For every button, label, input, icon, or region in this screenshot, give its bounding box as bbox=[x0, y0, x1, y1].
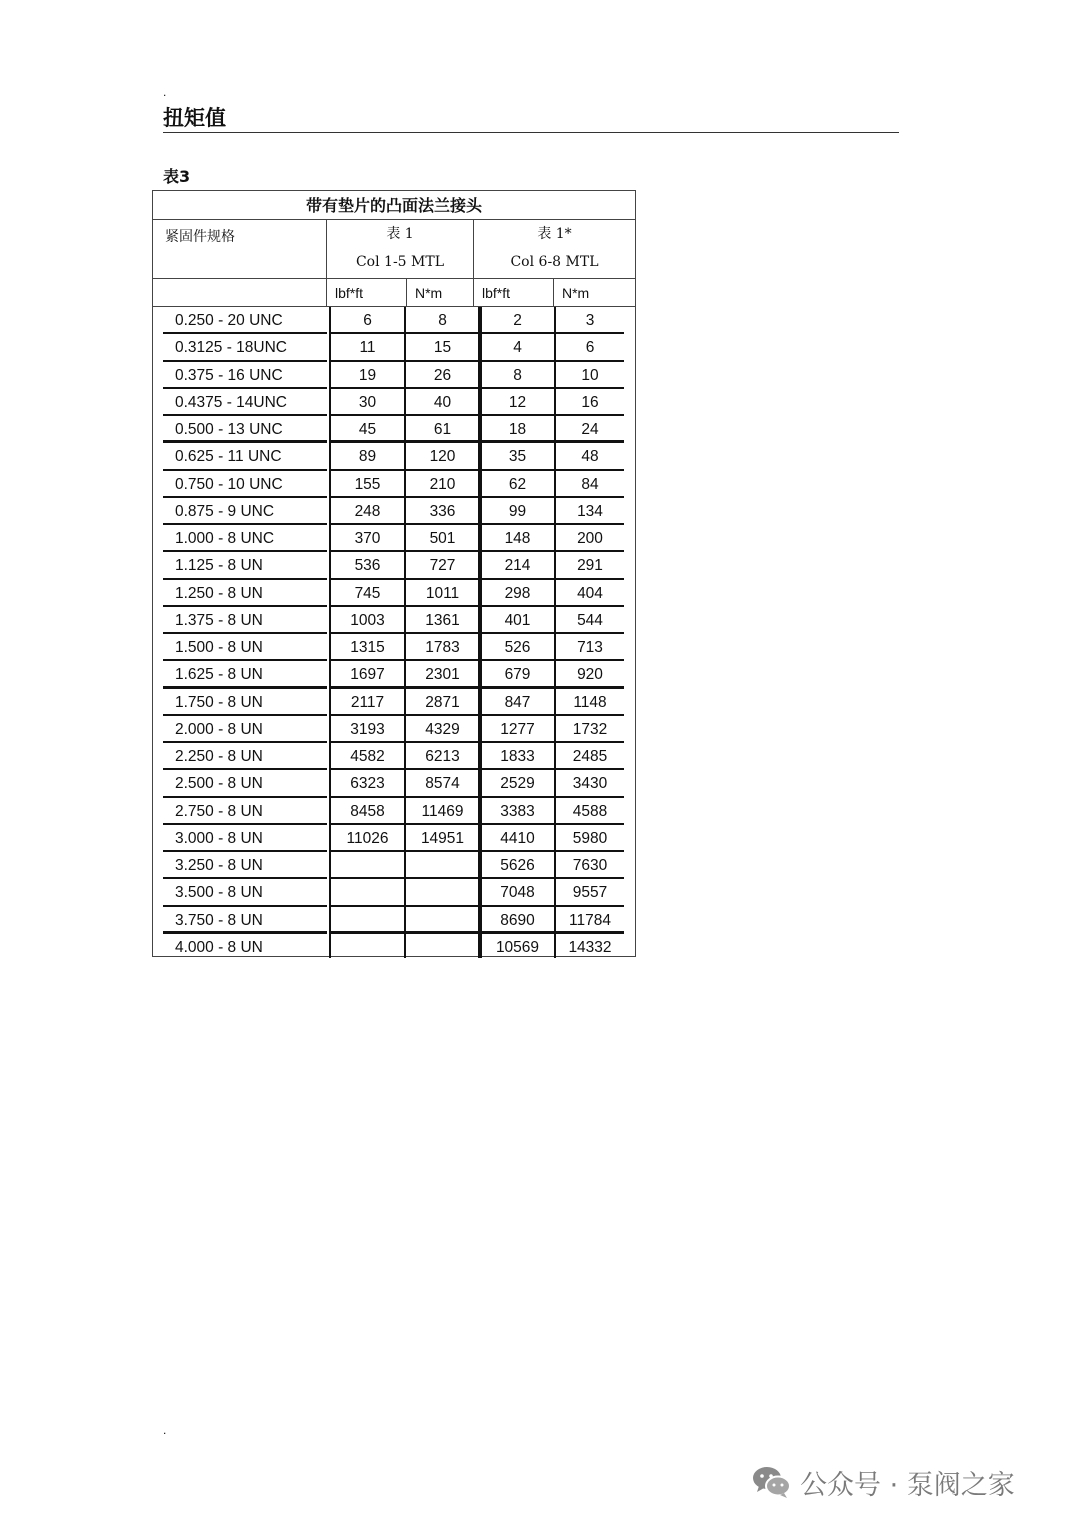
column-divider bbox=[329, 307, 331, 958]
col1-lbfft-cell bbox=[331, 907, 404, 934]
col1-lbfft-cell bbox=[331, 879, 404, 906]
col1-nm-cell bbox=[406, 907, 479, 934]
fastener-spec-cell: 0.375 - 16 UNC bbox=[163, 362, 327, 389]
table-row bbox=[153, 934, 635, 961]
col2-nm-cell: 7630 bbox=[556, 852, 624, 879]
page-heading: 扭矩值 bbox=[163, 104, 899, 133]
col1-nm-cell: 40 bbox=[406, 389, 479, 416]
col1-nm-cell: 26 bbox=[406, 362, 479, 389]
col2-nm-cell: 1148 bbox=[556, 689, 624, 716]
units-row bbox=[153, 278, 635, 307]
col1-lbfft-cell: 4582 bbox=[331, 743, 404, 770]
col1-lbfft-cell: 6 bbox=[331, 307, 404, 334]
col1-lbfft-cell: 89 bbox=[331, 443, 404, 470]
table-row bbox=[153, 689, 635, 716]
col2-nm-cell: 920 bbox=[556, 661, 624, 688]
col2-nm-cell: 291 bbox=[556, 552, 624, 579]
table-row bbox=[153, 552, 635, 579]
col1-nm-cell: 2301 bbox=[406, 661, 479, 688]
col2-nm-cell: 4588 bbox=[556, 798, 624, 825]
col2-nm-cell: 84 bbox=[556, 471, 624, 498]
col1-lbfft-cell: 536 bbox=[331, 552, 404, 579]
table-row bbox=[153, 716, 635, 743]
col2-nm-cell: 404 bbox=[556, 580, 624, 607]
group1-subtitle: Col 1-5 MTL bbox=[355, 254, 445, 270]
table-row bbox=[153, 389, 635, 416]
table-row bbox=[153, 525, 635, 552]
col1-nm-cell: 1361 bbox=[406, 607, 479, 634]
fastener-spec-cell: 3.250 - 8 UN bbox=[163, 852, 327, 879]
col1-nm-cell: 14951 bbox=[406, 825, 479, 852]
col2-lbfft-cell: 526 bbox=[481, 634, 554, 661]
fastener-spec-cell: 1.000 - 8 UNC bbox=[163, 525, 327, 552]
col1-nm-cell: 6213 bbox=[406, 743, 479, 770]
table-row bbox=[153, 307, 635, 334]
col2-lbfft-cell: 12 bbox=[481, 389, 554, 416]
column-divider bbox=[404, 307, 406, 958]
fastener-spec-cell: 2.750 - 8 UN bbox=[163, 798, 327, 825]
table-row bbox=[153, 416, 635, 443]
unit-nm-2: N*m bbox=[562, 285, 590, 301]
col1-nm-cell: 336 bbox=[406, 498, 479, 525]
col1-lbfft-cell: 155 bbox=[331, 471, 404, 498]
col2-nm-cell: 200 bbox=[556, 525, 624, 552]
col1-nm-cell bbox=[406, 879, 479, 906]
col1-lbfft-cell: 8458 bbox=[331, 798, 404, 825]
col2-nm-cell: 1732 bbox=[556, 716, 624, 743]
group1-header bbox=[327, 220, 474, 278]
group2-subtitle: Col 6-8 MTL bbox=[510, 254, 599, 270]
col1-nm-cell: 61 bbox=[406, 416, 479, 443]
col1-nm-cell bbox=[406, 852, 479, 879]
table-row bbox=[153, 443, 635, 470]
watermark-text: 公众号 · 泵阀之家 bbox=[800, 1469, 1015, 1501]
fastener-spec-cell: 2.000 - 8 UN bbox=[163, 716, 327, 743]
torque-table bbox=[152, 190, 636, 957]
col1-nm-cell: 15 bbox=[406, 334, 479, 361]
col2-lbfft-cell: 3383 bbox=[481, 798, 554, 825]
col1-lbfft-cell: 11 bbox=[331, 334, 404, 361]
table-row bbox=[153, 661, 635, 688]
table-row bbox=[153, 743, 635, 770]
table-row bbox=[153, 634, 635, 661]
top-dot: . bbox=[163, 85, 167, 99]
col1-lbfft-cell: 1697 bbox=[331, 661, 404, 688]
fastener-spec-cell: 2.500 - 8 UN bbox=[163, 770, 327, 797]
col1-lbfft-cell: 6323 bbox=[331, 770, 404, 797]
table-row bbox=[153, 334, 635, 361]
fastener-spec-cell: 4.000 - 8 UN bbox=[175, 938, 263, 956]
col1-nm-cell: 501 bbox=[406, 525, 479, 552]
column-divider bbox=[554, 307, 556, 958]
table-row bbox=[153, 825, 635, 852]
col2-lbfft-cell: 18 bbox=[481, 416, 554, 443]
col2-lbfft-cell: 7048 bbox=[481, 879, 554, 906]
col1-lbfft-cell bbox=[331, 852, 404, 879]
col2-nm-cell: 9557 bbox=[556, 879, 624, 906]
col1-nm-cell: 1011 bbox=[406, 580, 479, 607]
col1-lbfft-cell: 2117 bbox=[331, 689, 404, 716]
bottom-dot: . bbox=[163, 1423, 167, 1437]
group1-title: 表 1 bbox=[386, 226, 414, 242]
col2-nm-cell: 134 bbox=[556, 498, 624, 525]
fastener-spec-cell: 1.625 - 8 UN bbox=[163, 661, 327, 688]
col2-lbfft-cell: 2 bbox=[481, 307, 554, 334]
col2-nm-cell: 24 bbox=[556, 416, 624, 443]
fastener-spec-cell: 1.750 - 8 UN bbox=[163, 689, 327, 716]
table-row bbox=[153, 580, 635, 607]
col2-lbfft-cell: 148 bbox=[481, 525, 554, 552]
col2-nm-cell: 544 bbox=[556, 607, 624, 634]
col2-lbfft-cell: 8690 bbox=[481, 907, 554, 934]
col2-nm-cell: 10 bbox=[556, 362, 624, 389]
col1-lbfft-cell: 370 bbox=[331, 525, 404, 552]
col2-nm-cell: 14332 bbox=[568, 938, 612, 956]
col2-nm-cell: 3430 bbox=[556, 770, 624, 797]
table-row bbox=[153, 852, 635, 879]
col1-nm-cell bbox=[406, 934, 479, 961]
fastener-spec-cell: 0.3125 - 18UNC bbox=[163, 334, 327, 361]
fastener-spec-cell: 1.250 - 8 UN bbox=[163, 580, 327, 607]
col1-nm-cell: 11469 bbox=[406, 798, 479, 825]
wechat-icon bbox=[752, 1465, 792, 1499]
col1-lbfft-cell: 3193 bbox=[331, 716, 404, 743]
spec-header: 紧固件规格 bbox=[153, 220, 327, 278]
col2-lbfft-cell: 2529 bbox=[481, 770, 554, 797]
col1-nm-cell: 210 bbox=[406, 471, 479, 498]
fastener-spec-cell: 0.625 - 11 UNC bbox=[163, 443, 327, 470]
table-row bbox=[153, 770, 635, 797]
col2-lbfft-cell: 401 bbox=[481, 607, 554, 634]
col1-lbfft-cell: 1315 bbox=[331, 634, 404, 661]
unit-lbfft-2: lbf*ft bbox=[474, 279, 554, 306]
col1-lbfft-cell: 45 bbox=[331, 416, 404, 443]
col1-lbfft-cell: 11026 bbox=[331, 825, 404, 852]
col2-lbfft-cell: 298 bbox=[481, 580, 554, 607]
fastener-spec-cell: 1.500 - 8 UN bbox=[163, 634, 327, 661]
col2-lbfft-cell: 10569 bbox=[495, 938, 540, 956]
col1-lbfft-cell: 745 bbox=[331, 580, 404, 607]
col1-lbfft-cell: 19 bbox=[331, 362, 404, 389]
table-row bbox=[153, 362, 635, 389]
fastener-spec-cell: 0.875 - 9 UNC bbox=[163, 498, 327, 525]
fastener-spec-cell: 0.500 - 13 UNC bbox=[163, 416, 327, 443]
fastener-spec-cell: 2.250 - 8 UN bbox=[163, 743, 327, 770]
col2-nm-cell: 48 bbox=[556, 443, 624, 470]
col2-nm-cell: 713 bbox=[556, 634, 624, 661]
col2-lbfft-cell: 679 bbox=[481, 661, 554, 688]
table-row bbox=[153, 798, 635, 825]
col2-lbfft-cell: 4410 bbox=[481, 825, 554, 852]
table-body bbox=[153, 307, 635, 961]
col2-nm-cell: 5980 bbox=[556, 825, 624, 852]
fastener-spec-cell: 1.125 - 8 UN bbox=[163, 552, 327, 579]
fastener-spec-cell: 3.500 - 8 UN bbox=[163, 879, 327, 906]
fastener-spec-cell: 3.000 - 8 UN bbox=[163, 825, 327, 852]
col2-nm-cell: 6 bbox=[556, 334, 624, 361]
group-divider bbox=[478, 307, 482, 958]
table-row bbox=[153, 879, 635, 906]
col1-lbfft-cell: 248 bbox=[331, 498, 404, 525]
col2-nm-cell: 16 bbox=[556, 389, 624, 416]
col2-lbfft-cell: 847 bbox=[481, 689, 554, 716]
col1-lbfft-cell bbox=[331, 934, 404, 961]
table-label: 表3 bbox=[163, 167, 191, 186]
col1-nm-cell: 120 bbox=[406, 443, 479, 470]
col2-nm-cell: 3 bbox=[556, 307, 624, 334]
fastener-spec-cell: 0.250 - 20 UNC bbox=[163, 307, 327, 334]
group2-title: 表 1* bbox=[537, 226, 572, 242]
col2-lbfft-cell: 62 bbox=[481, 471, 554, 498]
col1-lbfft-cell: 1003 bbox=[331, 607, 404, 634]
unit-lbfft-1: lbf*ft bbox=[327, 279, 407, 306]
fastener-spec-cell: 0.4375 - 14UNC bbox=[163, 389, 327, 416]
col1-nm-cell: 727 bbox=[406, 552, 479, 579]
fastener-spec-cell: 3.750 - 8 UN bbox=[163, 907, 327, 934]
col2-lbfft-cell: 214 bbox=[481, 552, 554, 579]
units-spacer bbox=[153, 279, 327, 306]
unit-nm-1: N*m bbox=[407, 279, 474, 306]
table-row bbox=[153, 498, 635, 525]
fastener-spec-cell: 1.375 - 8 UN bbox=[163, 607, 327, 634]
fastener-spec-cell: 0.750 - 10 UNC bbox=[163, 471, 327, 498]
col2-lbfft-cell: 1277 bbox=[481, 716, 554, 743]
col2-lbfft-cell: 35 bbox=[481, 443, 554, 470]
table-row bbox=[153, 907, 635, 934]
col1-nm-cell: 8574 bbox=[406, 770, 479, 797]
table-row bbox=[153, 607, 635, 634]
col1-nm-cell: 8 bbox=[406, 307, 479, 334]
col2-lbfft-cell: 5626 bbox=[481, 852, 554, 879]
col1-nm-cell: 2871 bbox=[406, 689, 479, 716]
col2-nm-cell: 11784 bbox=[556, 907, 624, 934]
col1-nm-cell: 4329 bbox=[406, 716, 479, 743]
watermark bbox=[752, 1462, 1015, 1502]
col2-lbfft-cell: 99 bbox=[481, 498, 554, 525]
table-row bbox=[153, 471, 635, 498]
col1-lbfft-cell: 30 bbox=[331, 389, 404, 416]
col2-lbfft-cell: 4 bbox=[481, 334, 554, 361]
col2-nm-cell: 2485 bbox=[556, 743, 624, 770]
col2-lbfft-cell: 8 bbox=[481, 362, 554, 389]
group2-header bbox=[474, 220, 635, 278]
col1-nm-cell: 1783 bbox=[406, 634, 479, 661]
col2-lbfft-cell: 1833 bbox=[481, 743, 554, 770]
table-title: 带有垫片的凸面法兰接头 bbox=[153, 191, 635, 220]
